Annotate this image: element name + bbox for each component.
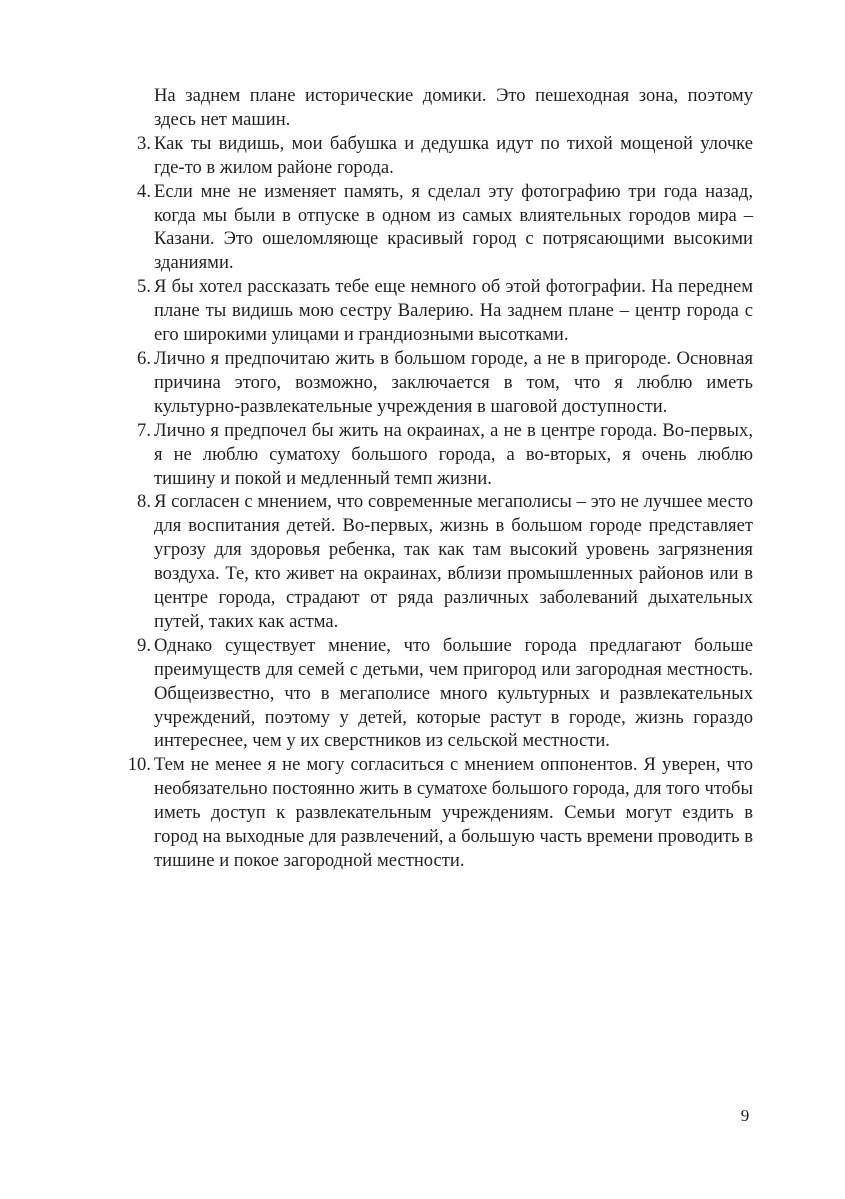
page-number: 9: [740, 1106, 750, 1125]
item-number: 5.: [137, 276, 151, 298]
item-text: Лично я предпочитаю жить в большом городе, а не в пригороде. Основная причина этого, возможно, заключается в том, что я люблю иметь культурно-развлекательные учреждения в шаговой доступности.: [154, 347, 753, 417]
item-number: 7.: [137, 419, 151, 441]
list-item: [117, 132, 753, 180]
item-text: Я согласен с мнением, что современные мегаполисы – это не лучшее место для воспитания детей. Во-первых, жизнь в большом городе представляет угрозу для здоровья ребенка, так как там высокий уровень загрязнения воздуха. Те, кто живет на окраинах, вблизи промышленных районов или в центре города, страдают от ряда различных заболеваний дыхательных путей, таких как астма.: [154, 491, 753, 632]
list-item: [117, 753, 753, 873]
continuation-text: На заднем плане исторические домики. Это пешеходная зона, поэтому здесь нет машин.: [154, 85, 753, 130]
list-item: [117, 634, 753, 754]
list-item: [117, 490, 753, 633]
numbered-list: [117, 84, 753, 873]
item-number: 4.: [137, 180, 151, 202]
list-item: [117, 419, 753, 491]
item-number: 10.: [127, 754, 151, 776]
item-text: Я бы хотел рассказать тебе еще немного об этой фотографии. На переднем плане ты видишь мою сестру Валерию. На заднем плане – центр города с его широкими улицами и грандиозными высотками.: [154, 276, 753, 346]
item-text: Тем не менее я не могу согласиться с мнением оппонентов. Я уверен, что необязательно постоянно жить в суматохе большого города, для того чтобы иметь доступ к развлекательным учреждениям. Семьи могут ездить в город на выходные для развлечений, а большую часть времени проводить в тишине и покое загородной местности.: [154, 754, 754, 871]
item-text: Если мне не изменяет память, я сделал эту фотографию три года назад, когда мы были в отпуске в одном из самых влиятельных городов мира – Казани. Это ошеломляюще красивый город с потрясающими высокими зданиями.: [154, 180, 753, 274]
list-item: [117, 180, 753, 276]
list-item-continuation: [117, 84, 753, 132]
item-number: 6.: [137, 347, 151, 369]
item-text: Однако существует мнение, что большие города предлагают больше преимуществ для семей с детьми, чем пригород или загородная местность. Общеизвестно, что в мегаполисе много культурных и развлекательных учреждений, поэтому у детей, которые растут в городе, жизнь гораздо интереснее, чем у их сверстников из сельской местности.: [154, 634, 753, 752]
item-text: Как ты видишь, мои бабушка и дедушка идут по тихой мощеной улочке где-то в жилом районе города.: [154, 132, 753, 178]
list-item: [117, 347, 753, 419]
item-number: 9.: [137, 634, 151, 656]
item-number: 3.: [137, 132, 151, 154]
item-text: Лично я предпочел бы жить на окраинах, а не в центре города. Во-первых, я не люблю суматоху большого города, а во-вторых, я очень люблю тишину и покой и медленный темп жизни.: [154, 419, 753, 489]
item-number: 8.: [137, 491, 151, 513]
list-item: [117, 275, 753, 347]
